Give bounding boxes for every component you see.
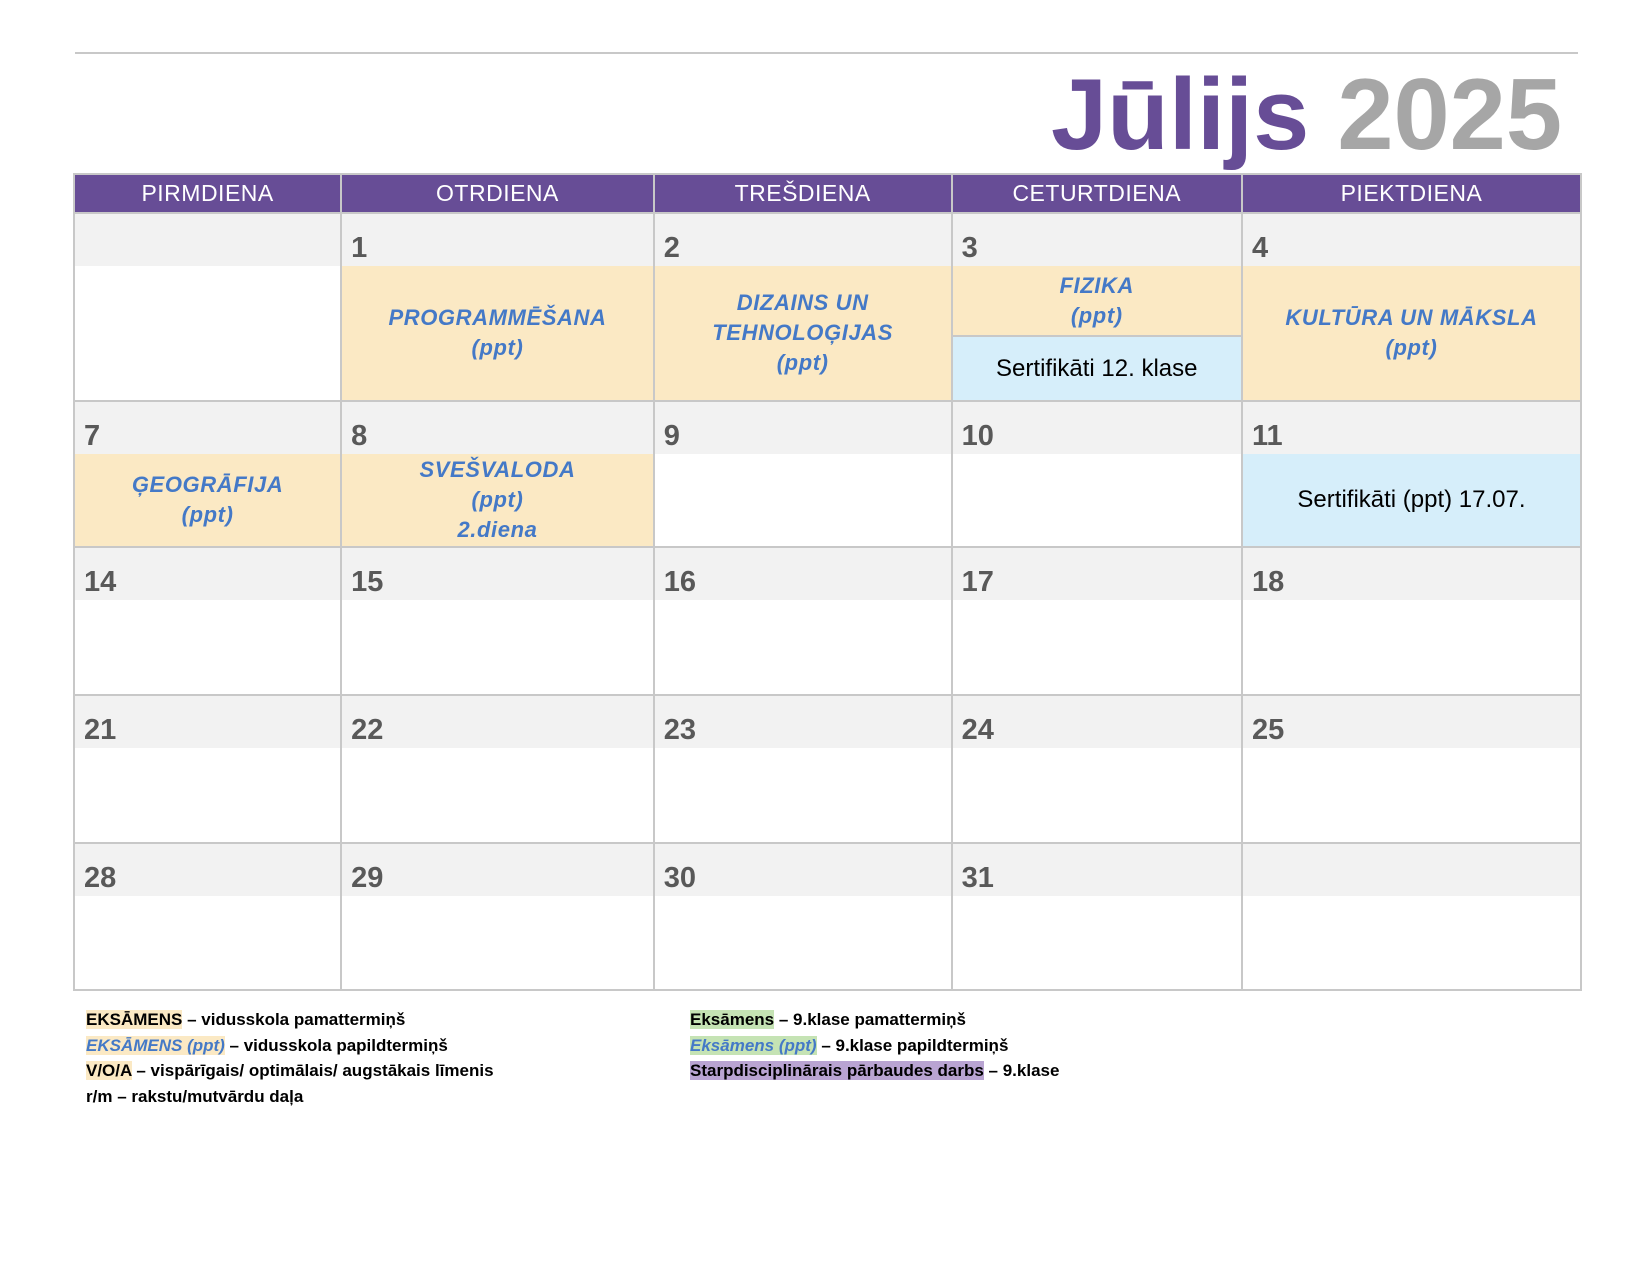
weekday-header: PIRMDIENA xyxy=(74,174,341,213)
week-5-dates xyxy=(74,843,1581,896)
top-rule xyxy=(75,52,1578,54)
day-number: 2 xyxy=(663,232,680,264)
week-2-dates xyxy=(74,401,1581,454)
day-body xyxy=(341,896,654,990)
day-number: 18 xyxy=(1251,566,1285,598)
legend-item xyxy=(86,1058,494,1084)
day-body xyxy=(654,600,952,695)
day-cell xyxy=(654,401,952,454)
calendar-grid xyxy=(73,173,1582,991)
day-number: 28 xyxy=(84,862,117,894)
day-cell xyxy=(952,213,1242,266)
day-cell xyxy=(654,843,952,896)
weekday-header: CETURTDIENA xyxy=(952,174,1242,213)
page-title xyxy=(1051,55,1562,176)
legend-desc: – 9.klase pamattermiņš xyxy=(774,1010,966,1029)
legend-desc: – 9.klase papildtermiņš xyxy=(816,1035,1009,1055)
day-body xyxy=(74,748,341,843)
legend-key: Eksāmens xyxy=(690,1010,775,1029)
legend-item xyxy=(690,1058,1059,1084)
legend-desc: – vidusskola pamattermiņš xyxy=(182,1010,406,1029)
day-cell xyxy=(952,547,1242,600)
day-cell xyxy=(341,547,654,600)
day-number: 24 xyxy=(961,714,994,746)
certificate-event: Sertifikāti (ppt) 17.07. xyxy=(1242,454,1581,547)
legend-item xyxy=(690,1033,1059,1059)
legend-desc: – vispārīgais/ optimālais/ augstākais līmenis xyxy=(131,1061,494,1080)
week-3-events xyxy=(74,600,1581,695)
day-cell xyxy=(952,843,1242,896)
day-number: 8 xyxy=(351,420,368,452)
legend-item xyxy=(86,1033,494,1059)
legend-key: EKSĀMENS (ppt) xyxy=(86,1035,225,1055)
legend-key: EKSĀMENS xyxy=(86,1010,183,1029)
legend-desc: – vidusskola papildtermiņš xyxy=(224,1035,448,1055)
exam-event: DIZAINS UN TEHNOLOĢIJAS (ppt) xyxy=(654,266,952,401)
day-number: 23 xyxy=(663,714,697,746)
day-body xyxy=(952,748,1242,843)
day-cell-empty xyxy=(74,213,341,266)
day-number: 17 xyxy=(961,566,994,598)
day-cell xyxy=(74,401,341,454)
day-number: 1 xyxy=(351,232,368,264)
exam-event: SVEŠVALODA (ppt) 2.diena xyxy=(341,454,654,547)
day-body xyxy=(1242,600,1581,695)
legend-desc: – 9.klase xyxy=(983,1061,1060,1080)
weekday-header: TREŠDIENA xyxy=(654,174,952,213)
day-body xyxy=(952,600,1242,695)
title-month: Jūlijs xyxy=(1051,59,1310,171)
day-number: 21 xyxy=(84,714,117,746)
week-2-events xyxy=(74,454,1581,547)
week-5-events xyxy=(74,896,1581,990)
weekday-header-row xyxy=(74,174,1581,213)
weekday-header: OTRDIENA xyxy=(341,174,654,213)
legend-key: r/m xyxy=(86,1086,113,1106)
day-number: 31 xyxy=(961,862,994,894)
week-1-events xyxy=(74,266,1581,401)
day-body xyxy=(74,600,341,695)
day-body xyxy=(654,896,952,990)
day-number: 29 xyxy=(351,862,384,894)
exam-event: FIZIKA (ppt) xyxy=(953,266,1241,337)
exam-event: ĢEOGRĀFIJA (ppt) xyxy=(74,454,341,547)
week-4-events xyxy=(74,748,1581,843)
day-cell-empty xyxy=(1242,843,1581,896)
week-4-dates xyxy=(74,695,1581,748)
exam-event: KULTŪRA UN MĀKSLA (ppt) xyxy=(1242,266,1581,401)
day-body xyxy=(654,454,952,547)
week-3-dates xyxy=(74,547,1581,600)
day-number: 3 xyxy=(961,232,978,264)
day-number: 25 xyxy=(1251,714,1285,746)
day-body xyxy=(654,748,952,843)
day-cell xyxy=(1242,213,1581,266)
day-number: 10 xyxy=(961,420,994,452)
weekday-header: PIEKTDIENA xyxy=(1242,174,1581,213)
day-body-empty xyxy=(74,266,341,401)
day-number: 15 xyxy=(351,566,384,598)
legend-item xyxy=(690,1007,1059,1033)
day-cell xyxy=(74,547,341,600)
day-cell xyxy=(341,401,654,454)
legend-item xyxy=(86,1007,494,1033)
day-number: 16 xyxy=(663,566,697,598)
day-body xyxy=(74,896,341,990)
day-number: 14 xyxy=(84,566,117,598)
day-body xyxy=(1242,748,1581,843)
day-number: 4 xyxy=(1251,232,1269,264)
day-cell xyxy=(341,213,654,266)
legend-key: V/O/A xyxy=(86,1061,132,1080)
legend-key: Eksāmens (ppt) xyxy=(690,1035,817,1055)
day-cell xyxy=(654,695,952,748)
day-body xyxy=(341,600,654,695)
day-cell xyxy=(1242,401,1581,454)
day-body xyxy=(341,748,654,843)
legend-left xyxy=(86,1007,494,1109)
day-number: 30 xyxy=(663,862,697,894)
week-1-dates xyxy=(74,213,1581,266)
title-year: 2025 xyxy=(1337,59,1562,171)
legend-right xyxy=(690,1007,1059,1084)
certificate-event: Sertifikāti 12. klase xyxy=(953,337,1241,400)
day-cell xyxy=(952,695,1242,748)
day-cell xyxy=(74,695,341,748)
day-cell xyxy=(341,843,654,896)
legend-item xyxy=(86,1084,494,1110)
day-cell xyxy=(654,547,952,600)
split-event-cell xyxy=(952,266,1242,401)
legend-key: Starpdisciplinārais pārbaudes darbs xyxy=(690,1061,984,1080)
day-body xyxy=(1242,896,1581,990)
day-cell xyxy=(341,695,654,748)
day-number: 11 xyxy=(1251,420,1283,452)
day-number: 9 xyxy=(663,420,680,452)
day-cell xyxy=(952,401,1242,454)
day-cell xyxy=(1242,547,1581,600)
legend-desc: – rakstu/mutvārdu daļa xyxy=(112,1086,304,1106)
day-body xyxy=(952,454,1242,547)
day-cell xyxy=(74,843,341,896)
day-cell xyxy=(1242,695,1581,748)
day-number: 22 xyxy=(351,714,384,746)
day-number: 7 xyxy=(84,420,101,452)
day-body xyxy=(952,896,1242,990)
day-cell xyxy=(654,213,952,266)
exam-event: PROGRAMMĒŠANA (ppt) xyxy=(341,266,654,401)
